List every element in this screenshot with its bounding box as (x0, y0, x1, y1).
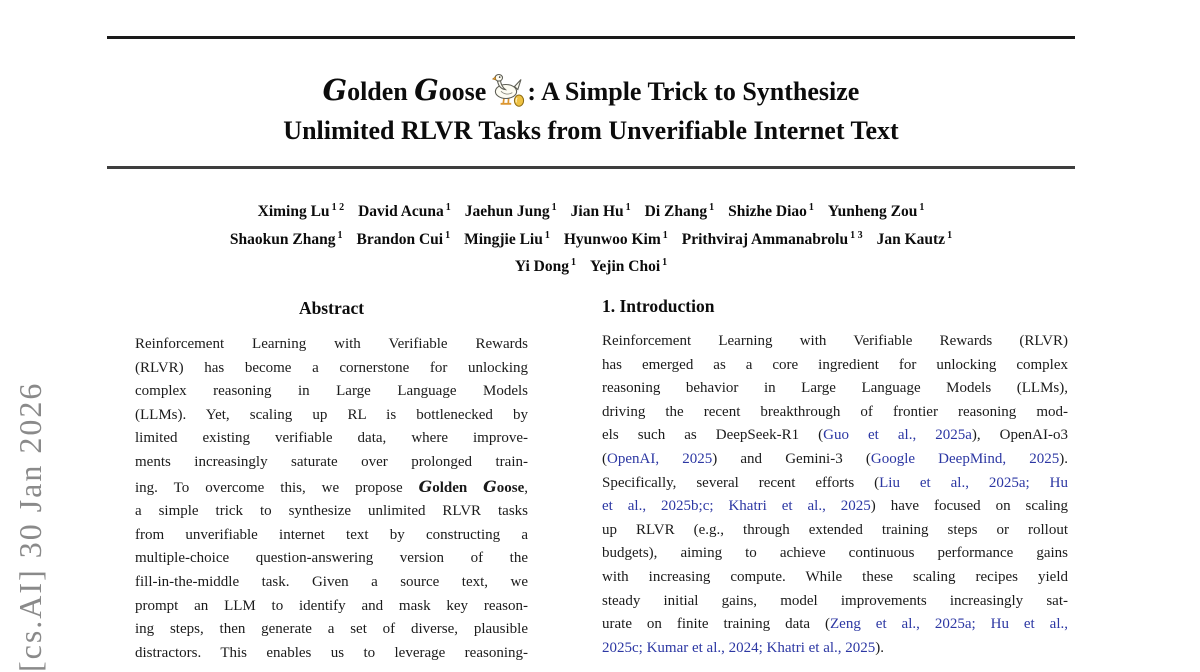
text-span: Reinforcement Learning with Verifiable Rewards (RLVR) (602, 333, 1068, 349)
text-span: reasoning behavior in Large Language Models (LLMs), (602, 380, 1068, 397)
author-affiliation-superscript: 1 (808, 202, 814, 213)
text-span: complex reasoning in Large Language Models (135, 383, 528, 400)
text-line (135, 547, 528, 571)
introduction-heading: 1. Introduction (602, 296, 715, 316)
brand-text: oose (438, 77, 487, 106)
abstract-section (135, 298, 528, 665)
text-line (135, 404, 528, 428)
author-affiliation-superscript: 1 (445, 229, 451, 241)
text-span: G (483, 476, 497, 496)
text-span: has emerged as a core ingredient for unlocking complex (602, 356, 1068, 373)
brand-name (322, 73, 487, 107)
author-name: Shizhe Diao $^1$ (728, 202, 814, 221)
text-line (135, 642, 528, 666)
text-line (135, 571, 528, 595)
text-line (135, 333, 528, 357)
title-line-2: Unlimited RLVR Tasks from Unverifiable Internet Text (283, 116, 899, 145)
author-name: Jaehun Jung $^1$ (464, 202, 557, 221)
goose-icon (492, 71, 526, 107)
citation-link[interactable]: Google DeepMind, 2025 (870, 450, 1060, 467)
citation-link[interactable]: OpenAI, 2025 (607, 450, 713, 467)
paper-title (107, 71, 1075, 150)
citation-link[interactable]: Guo et al., 2025a (823, 427, 972, 444)
text-span: from unverifiable internet text by constructing a (135, 526, 528, 543)
text-line (602, 519, 1068, 543)
text-line (135, 427, 528, 451)
author-name: Di Zhang $^1$ (644, 202, 715, 221)
author-name: Jan Kautz $^1$ (876, 229, 953, 248)
author-name: Yejin Choi $^1$ (589, 257, 668, 276)
author-name: Hyunwoo Kim $^1$ (563, 229, 668, 248)
text-line (135, 618, 528, 642)
text-span: olden (432, 479, 484, 496)
title-line-1 (107, 71, 1075, 111)
author-affiliation-superscript: 1 (337, 229, 343, 241)
author-affiliation-superscript: 1 (551, 202, 557, 213)
author-name: Yunheng Zou $^1$ (827, 202, 925, 221)
citation-link[interactable]: et al., 2025b;c; Khatri et al., 2025 (602, 498, 871, 515)
text-span: ( (602, 450, 607, 467)
text-span: prompt an LLM to identify and mask key reason- (135, 597, 528, 614)
fancy-letter-g: G (322, 73, 348, 107)
author-list (107, 196, 1075, 279)
text-line (135, 500, 528, 524)
title-rest: : A Simple Trick to Synthesize (527, 77, 860, 106)
title-bottom-rule (107, 166, 1075, 169)
text-line (602, 424, 1068, 448)
text-span: ). (1059, 450, 1068, 467)
text-line (135, 475, 528, 501)
text-span: els such as DeepSeek-R1 ( (602, 427, 824, 444)
text-span: (LLMs). Yet, scaling up RL is bottlenecked by (135, 406, 528, 423)
fancy-letter-g: G (414, 73, 439, 107)
text-line (135, 380, 528, 404)
author-line (107, 196, 1075, 224)
text-line (135, 595, 528, 619)
text-span: (RLVR) has become a cornerstone for unlocking (135, 359, 528, 376)
text-line (602, 330, 1068, 354)
citation-link[interactable]: Liu et al., 2025a; Hu (879, 474, 1068, 491)
text-span: ), OpenAI-o3 (971, 427, 1068, 444)
text-line (602, 377, 1068, 401)
text-line (602, 542, 1068, 566)
author-affiliation-superscript: 1 (662, 229, 668, 241)
text-span: limited existing verifiable data, where improve- (135, 430, 528, 447)
text-span: multiple-choice question-answering version of the (135, 550, 528, 567)
text-line (602, 401, 1068, 425)
author-name: David Acuna $^1$ (358, 202, 451, 221)
author-line (107, 224, 1075, 252)
author-name: Jian Hu $^1$ (570, 202, 631, 221)
author-affiliation-superscript: 1 2 (331, 202, 345, 213)
author-affiliation-superscript: 1 (625, 202, 631, 213)
text-span: , (524, 479, 528, 496)
author-affiliation-superscript: 1 (919, 202, 925, 213)
author-name: Shaokun Zhang $^1$ (229, 229, 343, 248)
title-top-rule (107, 36, 1075, 39)
abstract-heading: Abstract (298, 298, 365, 318)
text-line (602, 448, 1068, 472)
author-line (107, 251, 1075, 279)
text-line (602, 590, 1068, 614)
author-name: Yi Dong $^1$ (514, 257, 576, 276)
text-span: G (418, 476, 433, 496)
text-span: ing. To overcome this, we propose (135, 479, 419, 496)
text-span: up RLVR (e.g., through extended training steps or rollout (602, 521, 1068, 538)
introduction-body (602, 330, 1068, 660)
text-line (602, 495, 1068, 519)
text-line (135, 357, 528, 381)
text-line (602, 637, 1068, 661)
text-span: steady initial gains, model improvements increasingly sat- (602, 592, 1068, 609)
citation-link[interactable]: Zeng et al., 2025a; Hu et al., (830, 616, 1068, 633)
text-span: with increasing compute. While these scaling recipes yield (602, 568, 1068, 585)
text-line (135, 524, 528, 548)
text-span: driving the recent breakthrough of frontier reasoning mod- (602, 403, 1068, 420)
text-span: Specifically, several recent efforts ( (602, 474, 880, 491)
author-affiliation-superscript: 1 (662, 257, 668, 269)
arxiv-watermark: [cs.AI] 30 Jan 2026 (12, 381, 48, 672)
author-name: Prithviraj Ammanabrolu $^{1 3}$ (681, 229, 863, 248)
text-span: Reinforcement Learning with Verifiable Rewards (135, 336, 528, 352)
author-affiliation-superscript: 1 3 (850, 229, 863, 241)
text-line (602, 566, 1068, 590)
text-span: distractors. This enables us to leverage reasoning- (135, 644, 528, 661)
text-line (135, 451, 528, 475)
author-affiliation-superscript: 1 (445, 202, 451, 213)
text-span: ments increasingly saturate over prolonged train- (135, 453, 528, 470)
author-affiliation-superscript: 1 (570, 257, 576, 269)
text-span: urate on finite training data ( (602, 616, 831, 633)
text-span: ) have focused on scaling (870, 498, 1068, 515)
text-line (602, 472, 1068, 496)
text-span: ). (875, 639, 885, 656)
text-span: oose (496, 479, 525, 496)
text-span: a simple trick to synthesize unlimited RLVR tasks (135, 503, 528, 520)
author-name: Ximing Lu $^{1 2}$ (257, 202, 345, 221)
brand-text: olden (347, 77, 415, 106)
author-affiliation-superscript: 1 (947, 229, 953, 241)
text-line (602, 354, 1068, 378)
citation-link[interactable]: 2025c; Kumar et al., 2024; Khatri et al., 2025 (602, 639, 876, 656)
author-name: Brandon Cui $^1$ (356, 229, 451, 248)
text-span: fill-in-the-middle task. Given a source text, we (135, 573, 528, 590)
introduction-section (602, 296, 1068, 660)
text-span: budgets), aiming to achieve continuous performance gains (602, 545, 1068, 562)
author-affiliation-superscript: 1 (709, 202, 715, 213)
author-affiliation-superscript: 1 (544, 229, 550, 241)
text-line (602, 613, 1068, 637)
abstract-body (135, 333, 528, 665)
text-span: ) and Gemini-3 ( (712, 450, 871, 467)
text-span: ing steps, then generate a set of diverse, plausible (135, 621, 528, 638)
author-name: Mingjie Liu $^1$ (464, 229, 550, 248)
